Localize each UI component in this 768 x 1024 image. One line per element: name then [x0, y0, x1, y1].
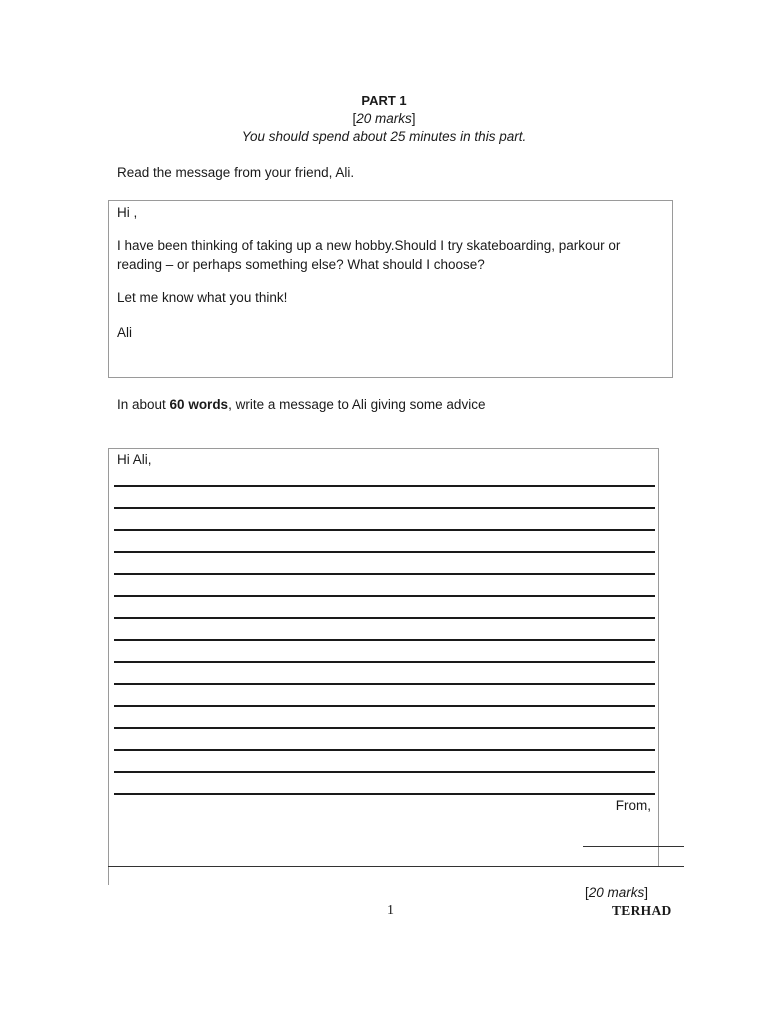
writing-line[interactable] [114, 771, 655, 773]
marks-footer-bracket-close: ] [644, 885, 649, 900]
writing-line[interactable] [114, 639, 655, 641]
marks-bracket-close: ] [411, 111, 416, 126]
page-number: 1 [387, 903, 394, 918]
classification-label: TERHAD [612, 903, 672, 918]
time-instruction: You should spend about 25 minutes in this part. [241, 129, 527, 144]
writing-line[interactable] [114, 507, 655, 509]
task-suffix: , write a message to Ali giving some advice [228, 397, 486, 412]
answer-box-left-tail [108, 867, 109, 885]
writing-line[interactable] [114, 705, 655, 707]
from-label: From, [615, 798, 651, 813]
marks-text: 20 marks [356, 111, 412, 126]
message-closing: Let me know what you think! [117, 290, 288, 305]
task-word-count: 60 words [169, 397, 229, 412]
writing-line[interactable] [114, 529, 655, 531]
marks-allocation-footer [585, 885, 648, 900]
task-prefix: In about [117, 397, 170, 412]
message-greeting: Hi , [117, 205, 138, 220]
writing-line[interactable] [114, 727, 655, 729]
writing-task-instruction [117, 397, 485, 412]
writing-line[interactable] [114, 749, 655, 751]
answer-box [108, 448, 659, 866]
writing-line[interactable] [114, 661, 655, 663]
writing-line[interactable] [114, 551, 655, 553]
friend-message-box [108, 200, 673, 378]
answer-greeting: Hi Ali, [117, 452, 152, 467]
writing-line[interactable] [114, 617, 655, 619]
part-title: PART 1 [361, 93, 407, 108]
marks-allocation [0, 111, 768, 126]
answer-box-bottom-rule [108, 866, 684, 867]
writing-line[interactable] [114, 683, 655, 685]
marks-footer-bracket-open: [ [585, 885, 589, 900]
writing-line[interactable] [114, 485, 655, 487]
marks-bracket-open: [ [352, 111, 357, 126]
signature-line[interactable] [583, 846, 684, 847]
message-signature: Ali [117, 325, 133, 340]
writing-line[interactable] [114, 595, 655, 597]
writing-line[interactable] [114, 793, 655, 795]
writing-line[interactable] [114, 573, 655, 575]
marks-footer-text: 20 marks [588, 885, 645, 900]
message-body-line-1: I have been thinking of taking up a new hobby.Should I try skateboarding, parkour or [117, 238, 621, 253]
intro-instruction: Read the message from your friend, Ali. [117, 165, 355, 180]
message-body-line-2: reading – or perhaps something else? What should I choose? [117, 257, 485, 272]
